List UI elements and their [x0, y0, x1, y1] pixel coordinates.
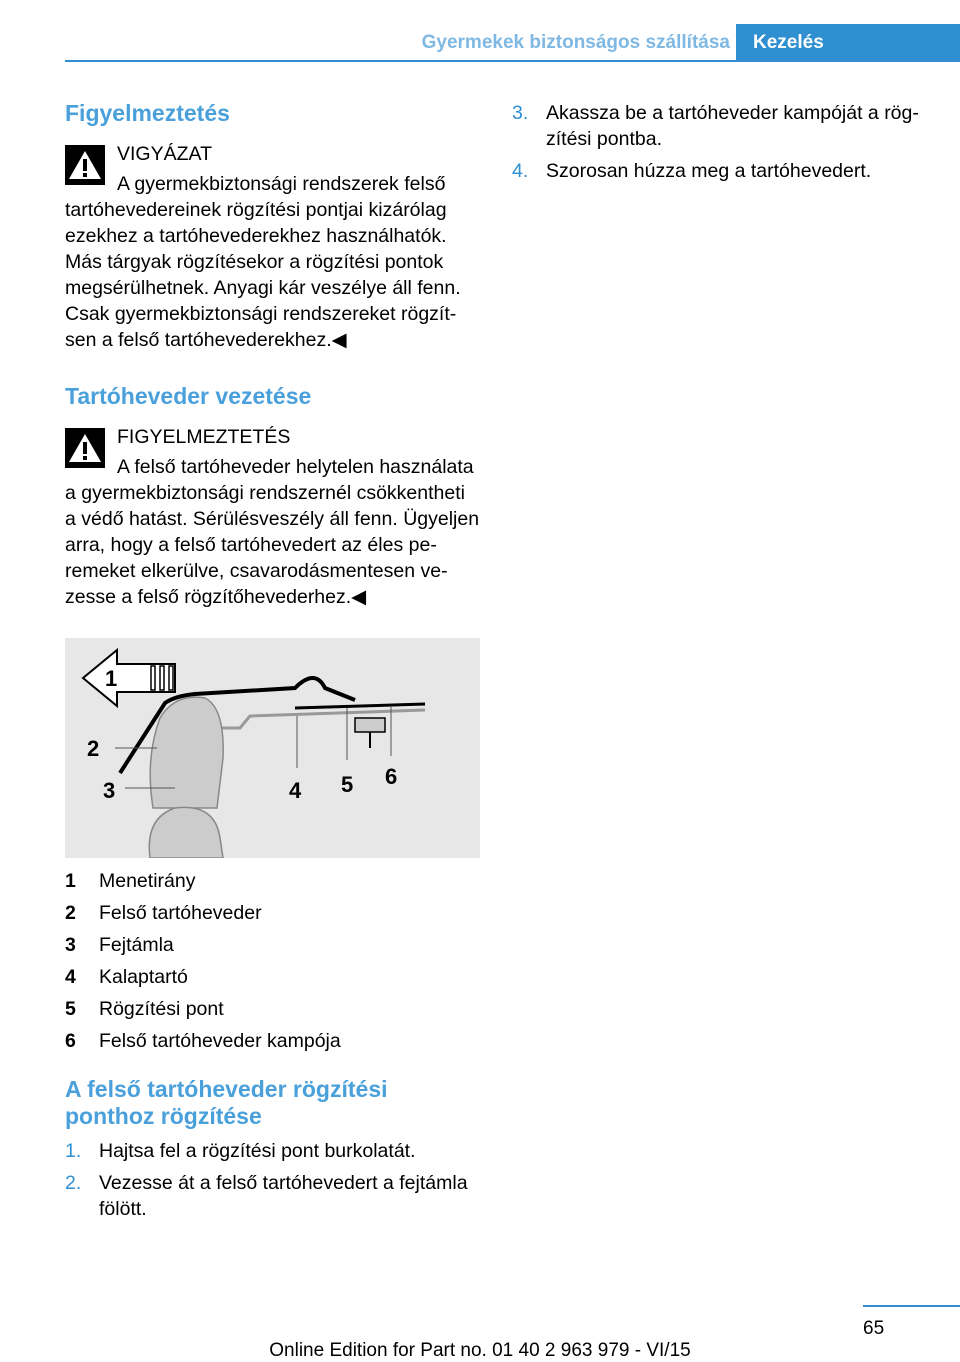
step-text: Szorosan húzza meg a tartóhevedert.: [546, 160, 872, 182]
warning-icon: [65, 428, 105, 468]
warning-caution-text: A gyermekbiztonsági rendszerek felső tartóhevedereinek rögzítési pontjai kizárólag ezekhez a tartóhevederekhez használhatók. Más tárgyak rögzítésekor a rögzítési pontok megsérülhetnek. Anyagi kár veszélye áll fenn. Csak gyermekbiztonsági rendszereket rögzítsen a felső tartóhevederekhez.◀: [65, 173, 461, 351]
header-chapter-tab: [736, 24, 960, 62]
legend-number: 2: [65, 902, 76, 924]
right-column: [512, 100, 932, 190]
warning-icon: [65, 145, 105, 185]
header-rule: [65, 60, 960, 62]
step-item: [512, 158, 932, 184]
step-item: [65, 1138, 480, 1164]
callout-4: 4: [289, 778, 302, 803]
legend-text: Kalaptartó: [99, 966, 188, 988]
legend-item: [65, 1028, 480, 1054]
callout-3: 3: [103, 778, 116, 803]
footer-rule: [863, 1305, 960, 1307]
legend-number: 4: [65, 966, 76, 988]
legend-item: [65, 996, 480, 1022]
warning-caution-title: VIGYÁZAT: [117, 143, 212, 165]
tether-strap-figure: [65, 638, 480, 858]
figure-legend: [65, 868, 480, 1054]
legend-number: 5: [65, 998, 76, 1020]
page-number: 65: [863, 1318, 885, 1339]
step-number: 3.: [512, 102, 529, 124]
legend-item: [65, 964, 480, 990]
warning-danger: [65, 424, 480, 610]
header-chapter-label: Kezelés: [753, 32, 824, 53]
tether-strap-illustration: [65, 638, 480, 858]
step-item: [65, 1170, 480, 1222]
legend-text: Fejtámla: [99, 934, 174, 956]
step-number: 2.: [65, 1172, 82, 1194]
warning-caution: [65, 141, 480, 353]
legend-number: 6: [65, 1030, 76, 1052]
legend-item: [65, 900, 480, 926]
step-item: [512, 100, 932, 152]
header-section-title: Gyermekek biztonságos szállítása: [421, 32, 730, 53]
step-number: 1.: [65, 1140, 82, 1162]
legend-number: 1: [65, 870, 76, 892]
steps-list: [65, 1138, 480, 1222]
legend-number: 3: [65, 934, 76, 956]
step-text: Akassza be a tartóheveder kampóját a rögzítési pontba.: [546, 102, 919, 150]
legend-text: Menetirány: [99, 870, 196, 892]
step-text: Vezesse át a felső tartóhevedert a fejtámla fölött.: [99, 1172, 468, 1220]
legend-item: [65, 932, 480, 958]
callout-5: 5: [341, 772, 354, 797]
warning-danger-title: FIGYELMEZTETÉS: [117, 426, 291, 448]
left-column: [65, 100, 480, 1228]
steps-list-continued: [512, 100, 932, 184]
heading-attach-strap: A felső tartóheveder rögzítési ponthoz rögzítése: [65, 1076, 388, 1129]
callout-6: 6: [385, 764, 398, 789]
legend-text: Felső tartóheveder kampója: [99, 1030, 341, 1052]
legend-text: Felső tartóheveder: [99, 902, 262, 924]
callout-2: 2: [87, 736, 100, 761]
heading-warning: Figyelmeztetés: [65, 100, 230, 126]
warning-danger-text: A felső tartóheveder helytelen használata a gyermekbiztonsági rendszernél csökkentheti a védő hatást. Sérülésveszély áll fenn. Ügyeljen arra, hogy a felső tartóhevedert az éles peremeket elkerülve, csavarodásmentesen vezesse a felső rögzítőhevederhez.◀: [65, 456, 480, 608]
step-text: Hajtsa fel a rögzítési pont burkolatát.: [99, 1140, 416, 1162]
callout-1: 1: [105, 666, 118, 691]
footer-edition: Online Edition for Part no. 01 40 2 963 979 - VI/15: [269, 1340, 691, 1361]
legend-item: [65, 868, 480, 894]
step-number: 4.: [512, 160, 529, 182]
heading-strap-routing: Tartóheveder vezetése: [65, 383, 312, 409]
legend-text: Rögzítési pont: [99, 998, 224, 1020]
